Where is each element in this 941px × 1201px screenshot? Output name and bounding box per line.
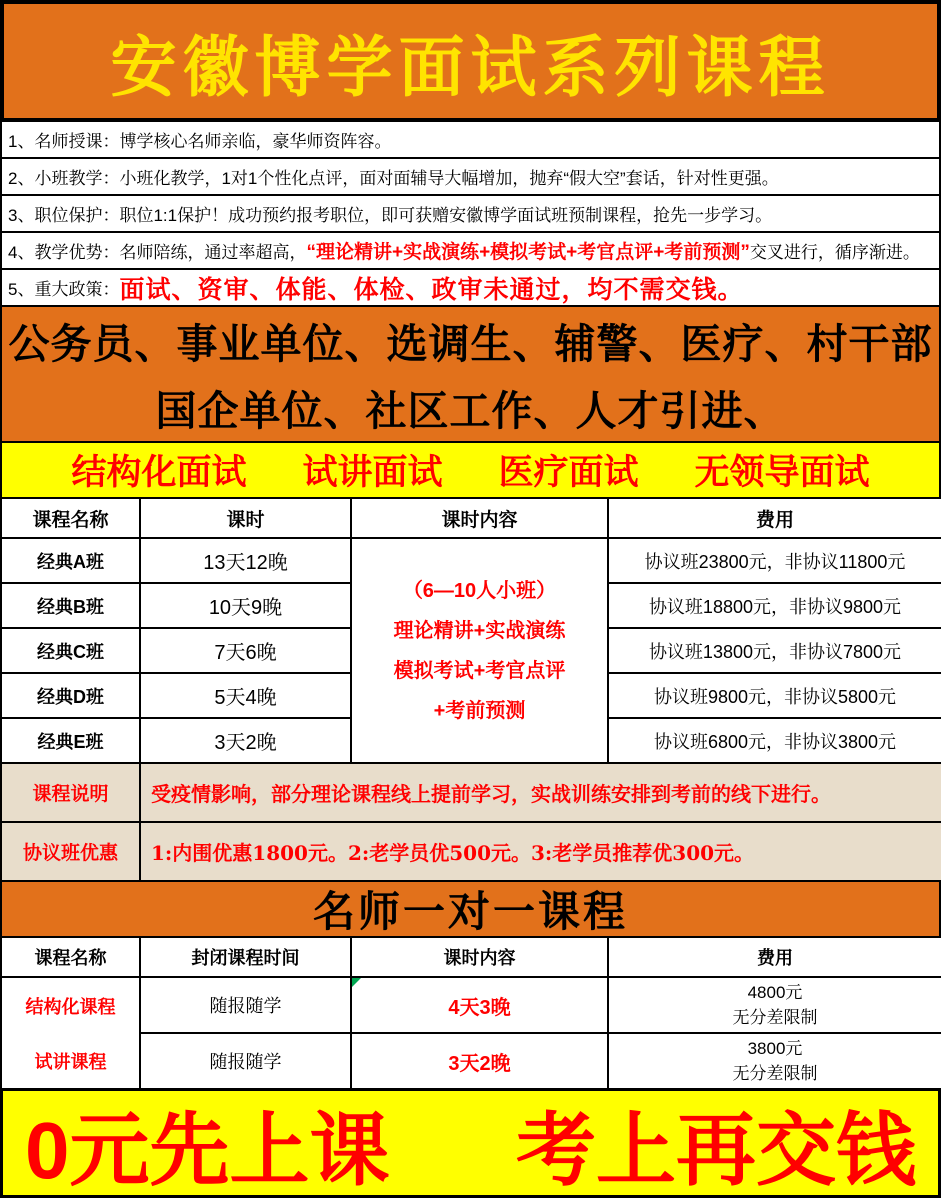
content-line: 模拟考试+考官点评 xyxy=(393,659,566,682)
type-leaderless: 无领导面试 xyxy=(694,453,870,492)
course-note-row xyxy=(1,822,941,881)
one-on-one-banner xyxy=(0,880,941,938)
course-fee-b: 协议班18800元，非协议9800元 xyxy=(608,583,941,628)
comment-marker-icon xyxy=(352,978,361,987)
course-duration-c: 7天6晚 xyxy=(140,628,351,673)
oto-fee-note: 无分差限制 xyxy=(732,1008,818,1027)
feature-item-3 xyxy=(0,194,941,233)
course-name-d: 经典D班 xyxy=(1,673,140,718)
one-on-one-title: 名师一对一课程 xyxy=(312,888,628,935)
table-row xyxy=(1,977,941,1033)
feature-item-2 xyxy=(0,157,941,196)
feature-lead: 5、重大政策： xyxy=(8,280,120,299)
feature-item-1 xyxy=(0,120,941,159)
feature-lead: 2、小班教学： xyxy=(8,169,120,188)
footer-slogan-right: 考上再交钱 xyxy=(516,1105,916,1195)
oto-fee-amount: 3800元 xyxy=(747,1038,803,1058)
audience-line-2: 国企单位、社区工作、人才引进、 xyxy=(155,388,786,434)
course-table xyxy=(0,497,941,882)
course-fee-a: 协议班23800元，非协议11800元 xyxy=(608,538,941,583)
oto-header-course-name: 课程名称 xyxy=(1,937,140,977)
feature-lead: 1、名师授课： xyxy=(8,132,120,151)
course-duration-a: 13天12晚 xyxy=(140,538,351,583)
course-fee-d: 协议班9800元，非协议5800元 xyxy=(608,673,941,718)
feature-tail: 交叉进行，循序渐进。 xyxy=(749,243,920,262)
table-row xyxy=(1,1033,941,1089)
feature-item-5 xyxy=(0,268,941,307)
course-fee-c: 协议班13800元，非协议7800元 xyxy=(608,628,941,673)
feature-body: 小班化教学，1对1个性化点评，面对面辅导大幅增加，抛弃“假大空”套话，针对性更强。 xyxy=(119,169,779,188)
oto-course-names-merged xyxy=(1,977,140,1089)
table-row xyxy=(1,538,941,583)
oto-fee-2 xyxy=(608,1033,941,1089)
oto-header-row xyxy=(1,937,941,977)
interview-types-strip xyxy=(0,441,941,499)
oto-fee-note: 无分差限制 xyxy=(732,1064,818,1083)
course-fee-e: 协议班6800元，非协议3800元 xyxy=(608,718,941,763)
type-lecture: 试讲面试 xyxy=(302,453,443,492)
course-duration-d: 5天4晚 xyxy=(140,673,351,718)
feature-highlight: “理论精讲+实战演练+模拟考试+考官点评+考前预测” xyxy=(306,242,750,263)
type-medical: 医疗面试 xyxy=(498,453,639,492)
course-content-merged xyxy=(351,538,608,763)
page-title: 安徽博学面试系列课程 xyxy=(110,27,831,106)
oto-duration-1 xyxy=(351,977,608,1033)
course-note-row xyxy=(1,763,941,822)
oto-schedule-1: 随报随学 xyxy=(140,977,351,1033)
one-on-one-table xyxy=(0,936,941,1090)
course-duration-b: 10天9晚 xyxy=(140,583,351,628)
header-fee: 费用 xyxy=(608,498,941,538)
oto-header-fee: 费用 xyxy=(608,937,941,977)
oto-course-lecture: 试讲课程 xyxy=(34,1051,107,1072)
header-content: 课时内容 xyxy=(351,498,608,538)
oto-duration-text: 3天2晚 xyxy=(448,1052,511,1075)
oto-fee-amount: 4800元 xyxy=(747,982,803,1002)
feature-lead: 4、教学优势： xyxy=(8,243,120,262)
feature-highlight: 面试、资审、体能、体检、政审未通过，均不需交钱。 xyxy=(119,274,744,304)
content-line: （6—10人小班） xyxy=(402,579,557,602)
note-text-discount: 1:内围优惠1800元。2:老学员优500元。3:老学员推荐优300元。 xyxy=(140,822,941,881)
header-duration: 课时 xyxy=(140,498,351,538)
course-name-a: 经典A班 xyxy=(1,538,140,583)
feature-body: 名师陪练，通过率超高， xyxy=(119,243,307,262)
oto-duration-2 xyxy=(351,1033,608,1089)
course-duration-e: 3天2晚 xyxy=(140,718,351,763)
note-text-description: 受疫情影响，部分理论课程线上提前学习，实战训练安排到考前的线下进行。 xyxy=(140,763,941,822)
header-course-name: 课程名称 xyxy=(1,498,140,538)
course-name-b: 经典B班 xyxy=(1,583,140,628)
oto-schedule-2: 随报随学 xyxy=(140,1033,351,1089)
course-name-e: 经典E班 xyxy=(1,718,140,763)
oto-course-structured: 结构化课程 xyxy=(25,996,116,1017)
note-label-discount: 协议班优惠 xyxy=(1,822,140,881)
note-label-description: 课程说明 xyxy=(1,763,140,822)
oto-duration-text: 4天3晚 xyxy=(448,996,511,1019)
footer-slogan-left: 0元先上课 xyxy=(25,1105,390,1195)
content-line: 理论精讲+实战演练 xyxy=(393,619,566,642)
feature-body: 博学核心名师亲临，豪华师资阵容。 xyxy=(119,132,392,151)
feature-item-4 xyxy=(0,231,941,270)
oto-header-schedule: 封闭课程时间 xyxy=(140,937,351,977)
title-banner xyxy=(0,0,941,122)
audience-line-1: 公务员、事业单位、选调生、辅警、医疗、村干部 xyxy=(8,321,933,367)
oto-header-content: 课时内容 xyxy=(351,937,608,977)
type-structured: 结构化面试 xyxy=(71,453,247,492)
oto-fee-1 xyxy=(608,977,941,1033)
feature-lead: 3、职位保护： xyxy=(8,206,120,225)
feature-body: 职位1:1保护！成功预约报考职位，即可获赠安徽博学面试班预制课程，抢先一步学习。 xyxy=(119,206,773,225)
feature-list xyxy=(0,120,941,307)
course-table-header-row xyxy=(1,498,941,538)
footer-banner xyxy=(0,1088,941,1198)
content-line: +考前预测 xyxy=(433,699,526,722)
course-name-c: 经典C班 xyxy=(1,628,140,673)
audience-banner xyxy=(0,305,941,443)
